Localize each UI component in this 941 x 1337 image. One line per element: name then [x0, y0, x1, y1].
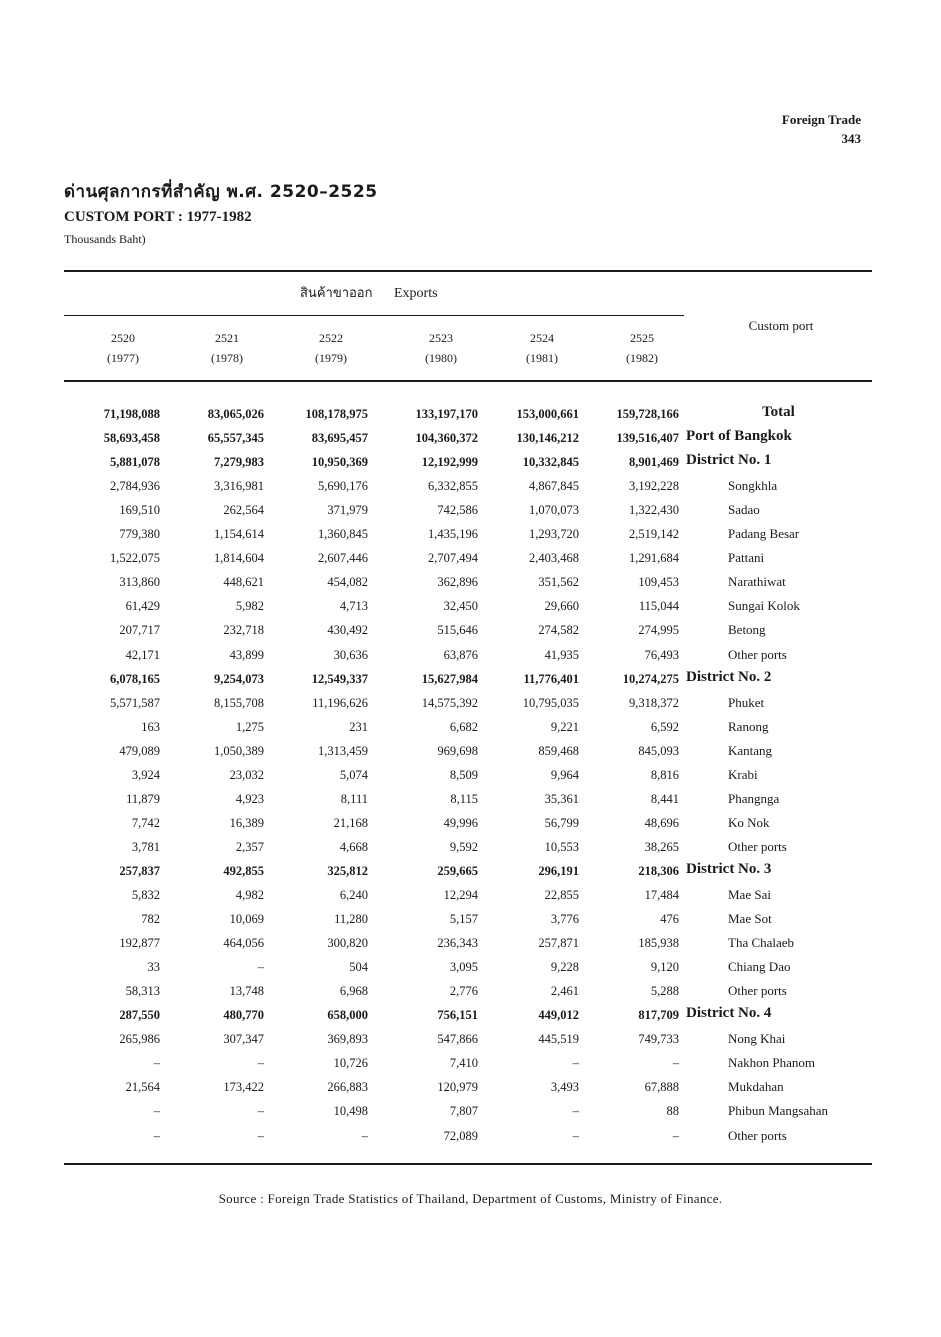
section-name: Foreign Trade [781, 112, 861, 127]
value-cell: – [257, 1128, 264, 1143]
value-cell: 35,361 [544, 791, 579, 806]
year-be: 2521 [215, 331, 239, 345]
table-row [64, 980, 884, 1004]
port-name: Nakhon Phanom [728, 1055, 816, 1071]
value-cell: 2,461 [550, 984, 579, 999]
value-cell: 2,784,936 [110, 479, 160, 494]
value-cell: 8,901,469 [629, 455, 679, 470]
value-cell: 4,923 [235, 791, 264, 806]
value-cell: 29,660 [544, 599, 579, 614]
value-cell: 1,275 [235, 719, 264, 734]
value-cell: 325,812 [327, 863, 368, 878]
port-name: Other ports [728, 983, 787, 999]
value-cell: 351,562 [538, 575, 579, 590]
table-row [64, 1100, 884, 1124]
value-cell: 504 [349, 960, 368, 975]
table-row [64, 499, 884, 523]
value-cell: 58,313 [125, 984, 160, 999]
value-cell: 492,855 [223, 863, 264, 878]
value-cell: 3,924 [131, 767, 160, 782]
value-cell: 108,178,975 [305, 407, 368, 421]
value-cell: 12,549,337 [311, 671, 368, 686]
port-name: Mae Sai [728, 887, 771, 902]
year-header-4 [497, 328, 587, 368]
value-cell: 10,332,845 [522, 455, 579, 470]
value-cell: 8,816 [650, 767, 679, 782]
value-cell: 430,492 [327, 623, 368, 638]
value-cell: 3,776 [550, 912, 579, 927]
table-row [64, 956, 884, 980]
value-cell: 3,095 [449, 960, 478, 975]
custom-port-header: Custom port [748, 318, 814, 333]
value-cell: 1,522,075 [110, 551, 160, 566]
table-row [64, 451, 884, 475]
port-name: District No. 2 [686, 668, 772, 685]
value-cell: 30,636 [333, 647, 368, 662]
port-name: Phuket [728, 694, 765, 710]
year-ce: (1978) [211, 351, 243, 365]
value-cell: 8,509 [449, 767, 478, 782]
value-cell: 9,120 [650, 960, 679, 975]
value-cell: 33 [147, 960, 160, 975]
value-cell: 300,820 [327, 936, 368, 951]
value-cell: 4,982 [235, 888, 264, 902]
value-cell: 1,070,073 [529, 503, 579, 518]
value-cell: 9,318,372 [629, 695, 679, 710]
port-name: Krabi [728, 766, 758, 782]
value-cell: 1,293,720 [529, 527, 579, 542]
value-cell: – [672, 1056, 679, 1071]
table-bottom-rule [64, 1163, 872, 1165]
value-cell: 10,950,369 [311, 455, 368, 470]
value-cell: – [361, 1128, 368, 1143]
value-cell: 454,082 [327, 575, 368, 590]
page-number: 343 [841, 131, 861, 146]
table-row [64, 740, 884, 764]
year-be: 2524 [530, 331, 554, 345]
table-row [64, 1052, 884, 1076]
table-row [64, 1076, 884, 1100]
value-cell: 296,191 [538, 863, 579, 878]
value-cell: 307,347 [223, 1032, 264, 1047]
port-name: Pattani [728, 550, 765, 566]
value-cell: 1,322,430 [629, 503, 679, 518]
value-cell: 8,111 [340, 791, 368, 806]
table-row [64, 1125, 884, 1149]
value-cell: 2,607,446 [318, 551, 368, 566]
value-cell: 6,592 [650, 719, 679, 734]
value-cell: 41,935 [544, 647, 579, 662]
value-cell: 445,519 [538, 1032, 579, 1047]
value-cell: 8,441 [650, 791, 679, 806]
table-row [64, 908, 884, 932]
value-cell: 3,192,228 [629, 479, 679, 494]
value-cell: 515,646 [437, 623, 478, 638]
port-name: District No. 4 [686, 1005, 772, 1022]
value-cell: 9,592 [449, 839, 478, 854]
value-cell: 7,410 [449, 1056, 478, 1071]
value-cell: 236,343 [437, 936, 478, 951]
port-name: Mae Sot [728, 911, 772, 927]
value-cell: 61,429 [125, 599, 160, 614]
value-cell: 756,151 [437, 1008, 478, 1023]
value-cell: 6,682 [449, 719, 478, 734]
value-cell: – [153, 1104, 160, 1119]
table-row [64, 860, 884, 884]
table-row [64, 764, 884, 788]
value-cell: 72,089 [443, 1128, 478, 1143]
value-cell: 109,453 [638, 575, 679, 590]
port-name: Phangnga [728, 790, 780, 806]
value-cell: 3,316,981 [214, 479, 264, 494]
value-cell: 9,228 [550, 960, 579, 975]
value-cell: 479,089 [119, 743, 160, 758]
value-cell: 23,032 [229, 767, 264, 782]
port-name: Narathiwat [728, 574, 786, 590]
value-cell: 13,748 [229, 984, 264, 999]
value-cell: 12,192,999 [421, 455, 478, 470]
value-cell: 547,866 [437, 1032, 478, 1047]
table-row [64, 595, 884, 619]
value-cell: 779,380 [119, 527, 160, 542]
value-cell: 5,982 [235, 599, 264, 614]
exports-english-label: Exports [394, 286, 438, 301]
table-row [64, 884, 884, 908]
value-cell: – [572, 1104, 579, 1119]
port-name: Port of Bangkok [686, 428, 792, 445]
value-cell: 5,571,587 [110, 695, 160, 710]
value-cell: 5,074 [339, 767, 368, 782]
value-cell: 257,837 [119, 863, 160, 878]
value-cell: – [257, 1056, 264, 1071]
value-cell: 192,877 [119, 936, 160, 951]
port-name: Ranong [728, 718, 769, 734]
value-cell: 4,668 [339, 839, 368, 854]
value-cell: 749,733 [638, 1032, 679, 1047]
value-cell: 1,814,604 [214, 551, 264, 566]
exports-group-rule [64, 315, 684, 316]
year-ce: (1981) [526, 351, 558, 365]
value-cell: 369,893 [327, 1032, 368, 1047]
value-cell: 2,519,142 [629, 527, 679, 542]
year-ce: (1977) [107, 351, 139, 365]
value-cell: 480,770 [223, 1008, 264, 1023]
year-ce: (1980) [425, 351, 457, 365]
value-cell: 169,510 [119, 503, 160, 518]
port-name: Tha Chalaeb [728, 935, 795, 951]
port-name: Chiang Dao [728, 959, 791, 975]
value-cell: 859,468 [538, 743, 579, 758]
value-cell: 266,883 [327, 1080, 368, 1095]
value-cell: 362,896 [437, 575, 478, 590]
value-cell: 8,115 [450, 791, 478, 806]
value-cell: 130,146,212 [516, 431, 579, 446]
value-cell: 5,288 [650, 984, 679, 999]
value-cell: 48,696 [644, 815, 679, 830]
year-header-3 [396, 328, 486, 368]
table-row [64, 571, 884, 595]
value-cell: 153,000,661 [516, 407, 579, 421]
port-name: Phibun Mangsahan [728, 1103, 829, 1119]
value-cell: 185,938 [638, 936, 679, 951]
value-cell: 969,698 [437, 743, 478, 758]
year-header-2 [286, 328, 376, 368]
value-cell: 10,553 [544, 839, 579, 854]
value-cell: 173,422 [223, 1080, 264, 1095]
value-cell: 88 [666, 1104, 679, 1119]
port-name: Padang Besar [728, 526, 800, 542]
value-cell: 21,564 [125, 1080, 160, 1095]
value-cell: – [257, 1104, 264, 1119]
port-name: Sungai Kolok [728, 598, 800, 614]
value-cell: 38,265 [644, 839, 679, 854]
running-header [782, 110, 861, 148]
value-cell: – [572, 1056, 579, 1071]
value-cell: – [572, 1128, 579, 1143]
value-cell: 448,621 [223, 575, 264, 590]
table-row [64, 523, 884, 547]
value-cell: 782 [141, 912, 160, 927]
port-name: Songkhla [728, 478, 778, 494]
year-header-5 [597, 328, 687, 368]
table-row [64, 788, 884, 812]
value-cell: 5,690,176 [318, 479, 368, 494]
value-cell: 1,291,684 [629, 551, 679, 566]
value-cell: 449,012 [538, 1008, 579, 1023]
year-ce: (1982) [626, 351, 658, 365]
value-cell: 817,709 [638, 1008, 679, 1023]
value-cell: 14,575,392 [421, 695, 478, 710]
value-cell: 9,254,073 [214, 671, 264, 686]
table-row [64, 427, 884, 451]
value-cell: 11,879 [126, 791, 160, 806]
value-cell: 115,044 [638, 599, 679, 614]
table-row [64, 1004, 884, 1028]
value-cell: 6,240 [339, 888, 368, 902]
value-cell: 9,221 [550, 719, 579, 734]
value-cell: – [153, 1128, 160, 1143]
value-cell: 231 [349, 719, 368, 734]
table-row [64, 475, 884, 499]
value-cell: 6,332,855 [428, 479, 478, 494]
table-row [64, 836, 884, 860]
value-cell: 1,435,196 [428, 527, 478, 542]
table-row [64, 619, 884, 643]
value-cell: 7,279,983 [214, 455, 264, 470]
year-ce: (1979) [315, 351, 347, 365]
value-cell: 4,713 [339, 599, 368, 614]
value-cell: 2,403,468 [529, 551, 579, 566]
value-cell: – [672, 1128, 679, 1143]
value-cell: 4,867,845 [529, 479, 579, 494]
value-cell: 2,707,494 [428, 551, 478, 566]
value-cell: 5,157 [449, 912, 478, 927]
value-cell: 845,093 [638, 743, 679, 758]
table-row [64, 716, 884, 740]
port-name: Other ports [728, 646, 787, 662]
value-cell: 159,728,166 [616, 407, 679, 421]
year-be: 2522 [319, 331, 343, 345]
value-cell: 8,155,708 [214, 695, 264, 710]
table-row [64, 692, 884, 716]
value-cell: 58,693,458 [103, 431, 160, 446]
value-cell: 2,776 [449, 984, 478, 999]
value-cell: 658,000 [327, 1008, 368, 1023]
value-cell: 3,493 [550, 1080, 579, 1095]
exports-group-header [300, 282, 438, 303]
value-cell: 274,995 [638, 623, 679, 638]
value-cell: – [257, 960, 264, 975]
year-be: 2523 [429, 331, 453, 345]
value-cell: 259,665 [437, 863, 478, 878]
table-titles [64, 178, 378, 247]
value-cell: 1,360,845 [318, 527, 368, 542]
thai-title: ด่านศุลกากรที่สำคัญ พ.ศ. 2520–2525 [64, 182, 378, 202]
value-cell: 71,198,088 [103, 407, 160, 421]
value-cell: 43,899 [229, 647, 264, 662]
table-row [64, 812, 884, 836]
value-cell: 7,742 [131, 815, 160, 830]
value-cell: 10,795,035 [522, 695, 579, 710]
value-cell: 104,360,372 [415, 431, 478, 446]
value-cell: 1,313,459 [318, 743, 368, 758]
value-cell: 9,964 [550, 767, 579, 782]
value-cell: 42,171 [125, 647, 160, 662]
port-name: Kantang [728, 742, 773, 758]
value-cell: 163 [141, 719, 160, 734]
value-cell: 262,564 [223, 503, 264, 518]
value-cell: 3,781 [131, 839, 160, 854]
port-name: Mukdahan [728, 1079, 784, 1095]
value-cell: 287,550 [119, 1008, 160, 1023]
table-row [64, 547, 884, 571]
value-cell: 2,357 [235, 839, 264, 854]
value-cell: 15,627,984 [421, 671, 478, 686]
port-name: District No. 1 [686, 452, 772, 469]
value-cell: 274,582 [538, 623, 579, 638]
table-row [64, 932, 884, 956]
value-cell: 464,056 [223, 936, 264, 951]
port-name: Ko Nok [728, 814, 770, 830]
value-cell: 76,493 [644, 647, 679, 662]
port-name: Total [762, 404, 795, 420]
port-name: District No. 3 [686, 860, 772, 877]
english-title: CUSTOM PORT : 1977-1982 [64, 209, 252, 225]
value-cell: 11,776,401 [523, 671, 579, 686]
value-cell: 12,294 [443, 888, 478, 902]
table-top-rule [64, 270, 872, 272]
table-row [64, 668, 884, 692]
value-cell: – [153, 1056, 160, 1071]
value-cell: 10,274,275 [622, 671, 679, 686]
value-cell: 10,726 [333, 1056, 368, 1071]
port-name: Other ports [728, 1127, 787, 1143]
year-header-0 [78, 328, 168, 368]
value-cell: 11,196,626 [312, 695, 368, 710]
value-cell: 257,871 [538, 936, 579, 951]
value-cell: 63,876 [443, 647, 478, 662]
value-cell: 67,888 [644, 1080, 679, 1095]
value-cell: 232,718 [223, 623, 264, 638]
table-row [64, 1028, 884, 1052]
value-cell: 65,557,345 [207, 431, 264, 446]
value-cell: 7,807 [449, 1104, 478, 1119]
value-cell: 313,860 [119, 575, 160, 590]
value-cell: 1,050,389 [214, 743, 264, 758]
year-header-1 [182, 328, 272, 368]
port-name: Sadao [728, 502, 760, 518]
value-cell: 6,968 [339, 984, 368, 999]
value-cell: 32,450 [443, 599, 478, 614]
value-cell: 16,389 [229, 815, 264, 830]
value-cell: 83,065,026 [207, 407, 264, 421]
port-name: Other ports [728, 838, 787, 854]
value-cell: 5,881,078 [110, 455, 160, 470]
value-cell: 265,986 [119, 1032, 160, 1047]
value-cell: 742,586 [437, 503, 478, 518]
value-cell: 22,855 [544, 888, 579, 902]
value-cell: 139,516,407 [616, 431, 679, 446]
value-cell: 56,799 [544, 815, 579, 830]
table-row [64, 403, 884, 427]
year-be: 2525 [630, 331, 654, 345]
port-name: Nong Khai [728, 1031, 786, 1047]
exports-thai-label: สินค้าขาออก [300, 286, 373, 301]
value-cell: 133,197,170 [415, 407, 478, 421]
value-cell: 5,832 [131, 888, 160, 902]
value-cell: 476 [660, 912, 679, 927]
value-cell: 6,078,165 [110, 671, 160, 686]
value-cell: 11,280 [334, 912, 368, 927]
value-cell: 83,695,457 [311, 431, 368, 446]
value-cell: 120,979 [437, 1080, 478, 1095]
value-cell: 207,717 [119, 623, 160, 638]
port-name: Betong [728, 622, 766, 638]
source-note: Source : Foreign Trade Statistics of Thailand, Department of Customs, Ministry of Finance. [218, 1191, 723, 1206]
value-cell: 1,154,614 [214, 527, 264, 542]
value-cell: 17,484 [644, 888, 679, 902]
value-cell: 49,996 [443, 815, 478, 830]
value-cell: 218,306 [638, 863, 679, 878]
header-bottom-rule [64, 380, 872, 382]
table-row [64, 644, 884, 668]
value-cell: 10,069 [229, 912, 264, 927]
unit-label: Thousands Baht) [64, 232, 146, 246]
year-be: 2520 [111, 331, 135, 345]
value-cell: 21,168 [333, 815, 368, 830]
value-cell: 10,498 [333, 1104, 368, 1119]
value-cell: 371,979 [327, 503, 368, 518]
